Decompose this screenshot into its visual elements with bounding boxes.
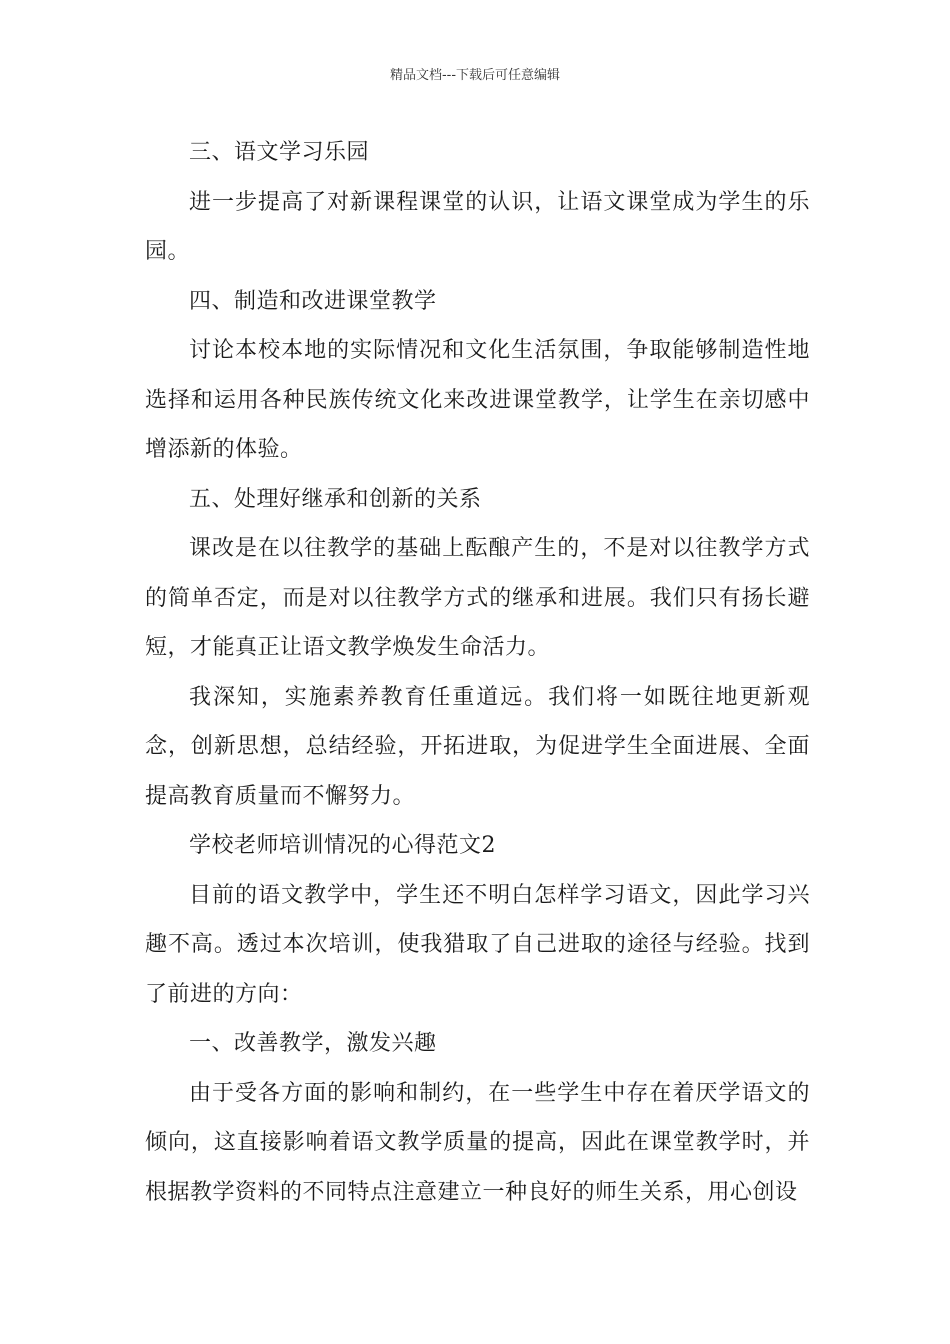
page-header: 精品文档---下载后可任意编辑 bbox=[389, 68, 561, 83]
paragraph: 我深知，实施素养教育任重道远。我们将一如既往地更新观念，创新思想，总结经验，开拓进取，为促进学生全面进展、全面提高教育质量而不懈努力。 bbox=[145, 684, 810, 809]
section-heading: 四、制造和改进课堂教学 bbox=[189, 288, 437, 314]
section-heading: 一、改善教学，激发兴趣 bbox=[189, 1031, 437, 1056]
document-body bbox=[145, 128, 810, 1217]
document-subtitle: 学校老师培训情况的心得范文2 bbox=[189, 833, 496, 858]
section-heading: 五、处理好继承和创新的关系 bbox=[189, 486, 482, 512]
section-heading: 三、语文学习乐园 bbox=[189, 140, 370, 165]
paragraph: 课改是在以往教学的基础上酝酿产生的，不是对以往教学方式的简单否定，而是对以往教学方式的继承和进展。我们只有扬长避短，才能真正让语文教学焕发生命活力。 bbox=[145, 536, 810, 660]
paragraph: 讨论本校本地的实际情况和文化生活氛围，争取能够制造性地选择和运用各种民族传统文化来改进课堂教学，让学生在亲切感中增添新的体验。 bbox=[145, 338, 810, 462]
paragraph: 由于受各方面的影响和制约，在一些学生中存在着厌学语文的倾向，这直接影响着语文教学质量的提高，因此在课堂教学时，并根据教学资料的不同特点注意建立一种良好的师生关系，用心创设 bbox=[145, 1080, 810, 1205]
paragraph: 进一步提高了对新课程课堂的认识，让语文课堂成为学生的乐园。 bbox=[145, 189, 810, 264]
paragraph: 目前的语文教学中，学生还不明白怎样学习语文，因此学习兴趣不高。透过本次培训，使我猎取了自己进取的途径与经验。找到了前进的方向： bbox=[145, 882, 810, 1007]
